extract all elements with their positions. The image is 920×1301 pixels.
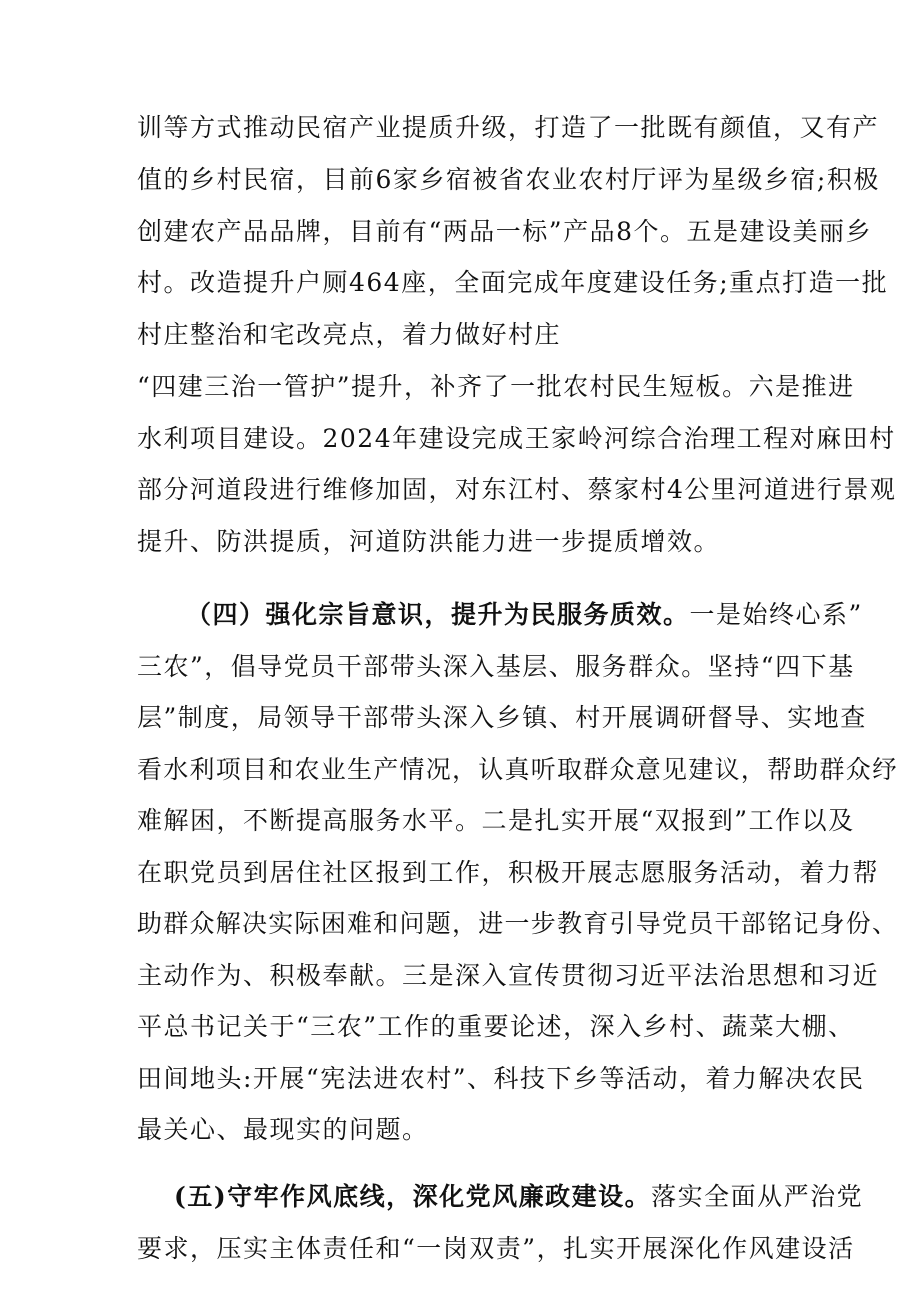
body-line: 部分河道段进行维修加固，对东江村、蔡家村4公里河道进行景观 (137, 475, 897, 504)
body-line: 助群众解决实际困难和问题，进一步教育引导党员干部铭记身份、 (137, 909, 899, 938)
body-line: 平总书记关于“三农”工作的重要论述，深入乡村、蔬菜大棚、 (137, 1012, 855, 1041)
section-5-first-line (174, 1182, 863, 1212)
section-4-first-line (186, 600, 863, 630)
body-line: 创建农产品品牌，目前有“两品一标”产品8个。五是建设美丽乡 (137, 217, 872, 246)
body-line: 层”制度，局领导干部带头深入乡镇、村开展调研督导、实地查 (137, 703, 867, 732)
section-5-first-line-text: 落实全面从严治党 (651, 1182, 864, 1211)
section-4-first-line-text: 一是始终心系” (689, 600, 863, 629)
body-line: 水利项目建设。2024年建设完成王家岭河综合治理工程对麻田村 (137, 424, 896, 453)
body-line: 提升、防洪提质，河道防洪能力进一步提质增效。 (137, 527, 721, 556)
body-line: 要求，压实主体责任和“一岗双责”，扎实开展深化作风建设活 (137, 1234, 855, 1263)
body-line: 训等方式推动民宿产业提质升级，打造了一批既有颜值，又有产 (137, 113, 880, 142)
body-line: 看水利项目和农业生产情况，认真听取群众意见建议，帮助群众纾 (137, 755, 899, 784)
body-line: 主动作为、积极奉献。三是深入宣传贯彻习近平法治思想和习近 (137, 961, 880, 990)
body-line: 村。改造提升户厕464座，全面完成年度建设任务;重点打造一批 (137, 268, 889, 297)
body-line: 值的乡村民宿，目前6家乡宿被省农业农村厅评为星级乡宿;积极 (137, 165, 880, 194)
body-line: 难解困，不断提高服务水平。二是扎实开展“双报到”工作以及 (137, 806, 855, 835)
body-line: 村庄整治和宅改亮点，着力做好村庄 (137, 320, 562, 349)
body-line: “四建三治一管护”提升，补齐了一批农村民生短板。六是推进 (137, 372, 855, 401)
section-4-heading: （四）强化宗旨意识，提升为民服务质效。 (186, 600, 690, 629)
body-line: 三农”，倡导党员干部带头深入基层、服务群众。坚持“四下基 (137, 652, 855, 681)
body-line: 田间地头:开展“宪法进农村”、科技下乡等活动，着力解决农民 (137, 1064, 865, 1093)
section-5-heading: (五)守牢作风底线，深化党风廉政建设。 (174, 1182, 652, 1211)
body-line: 在职党员到居住社区报到工作，积极开展志愿服务活动，着力帮 (137, 858, 880, 887)
body-line: 最关心、最现实的问题。 (137, 1115, 429, 1144)
